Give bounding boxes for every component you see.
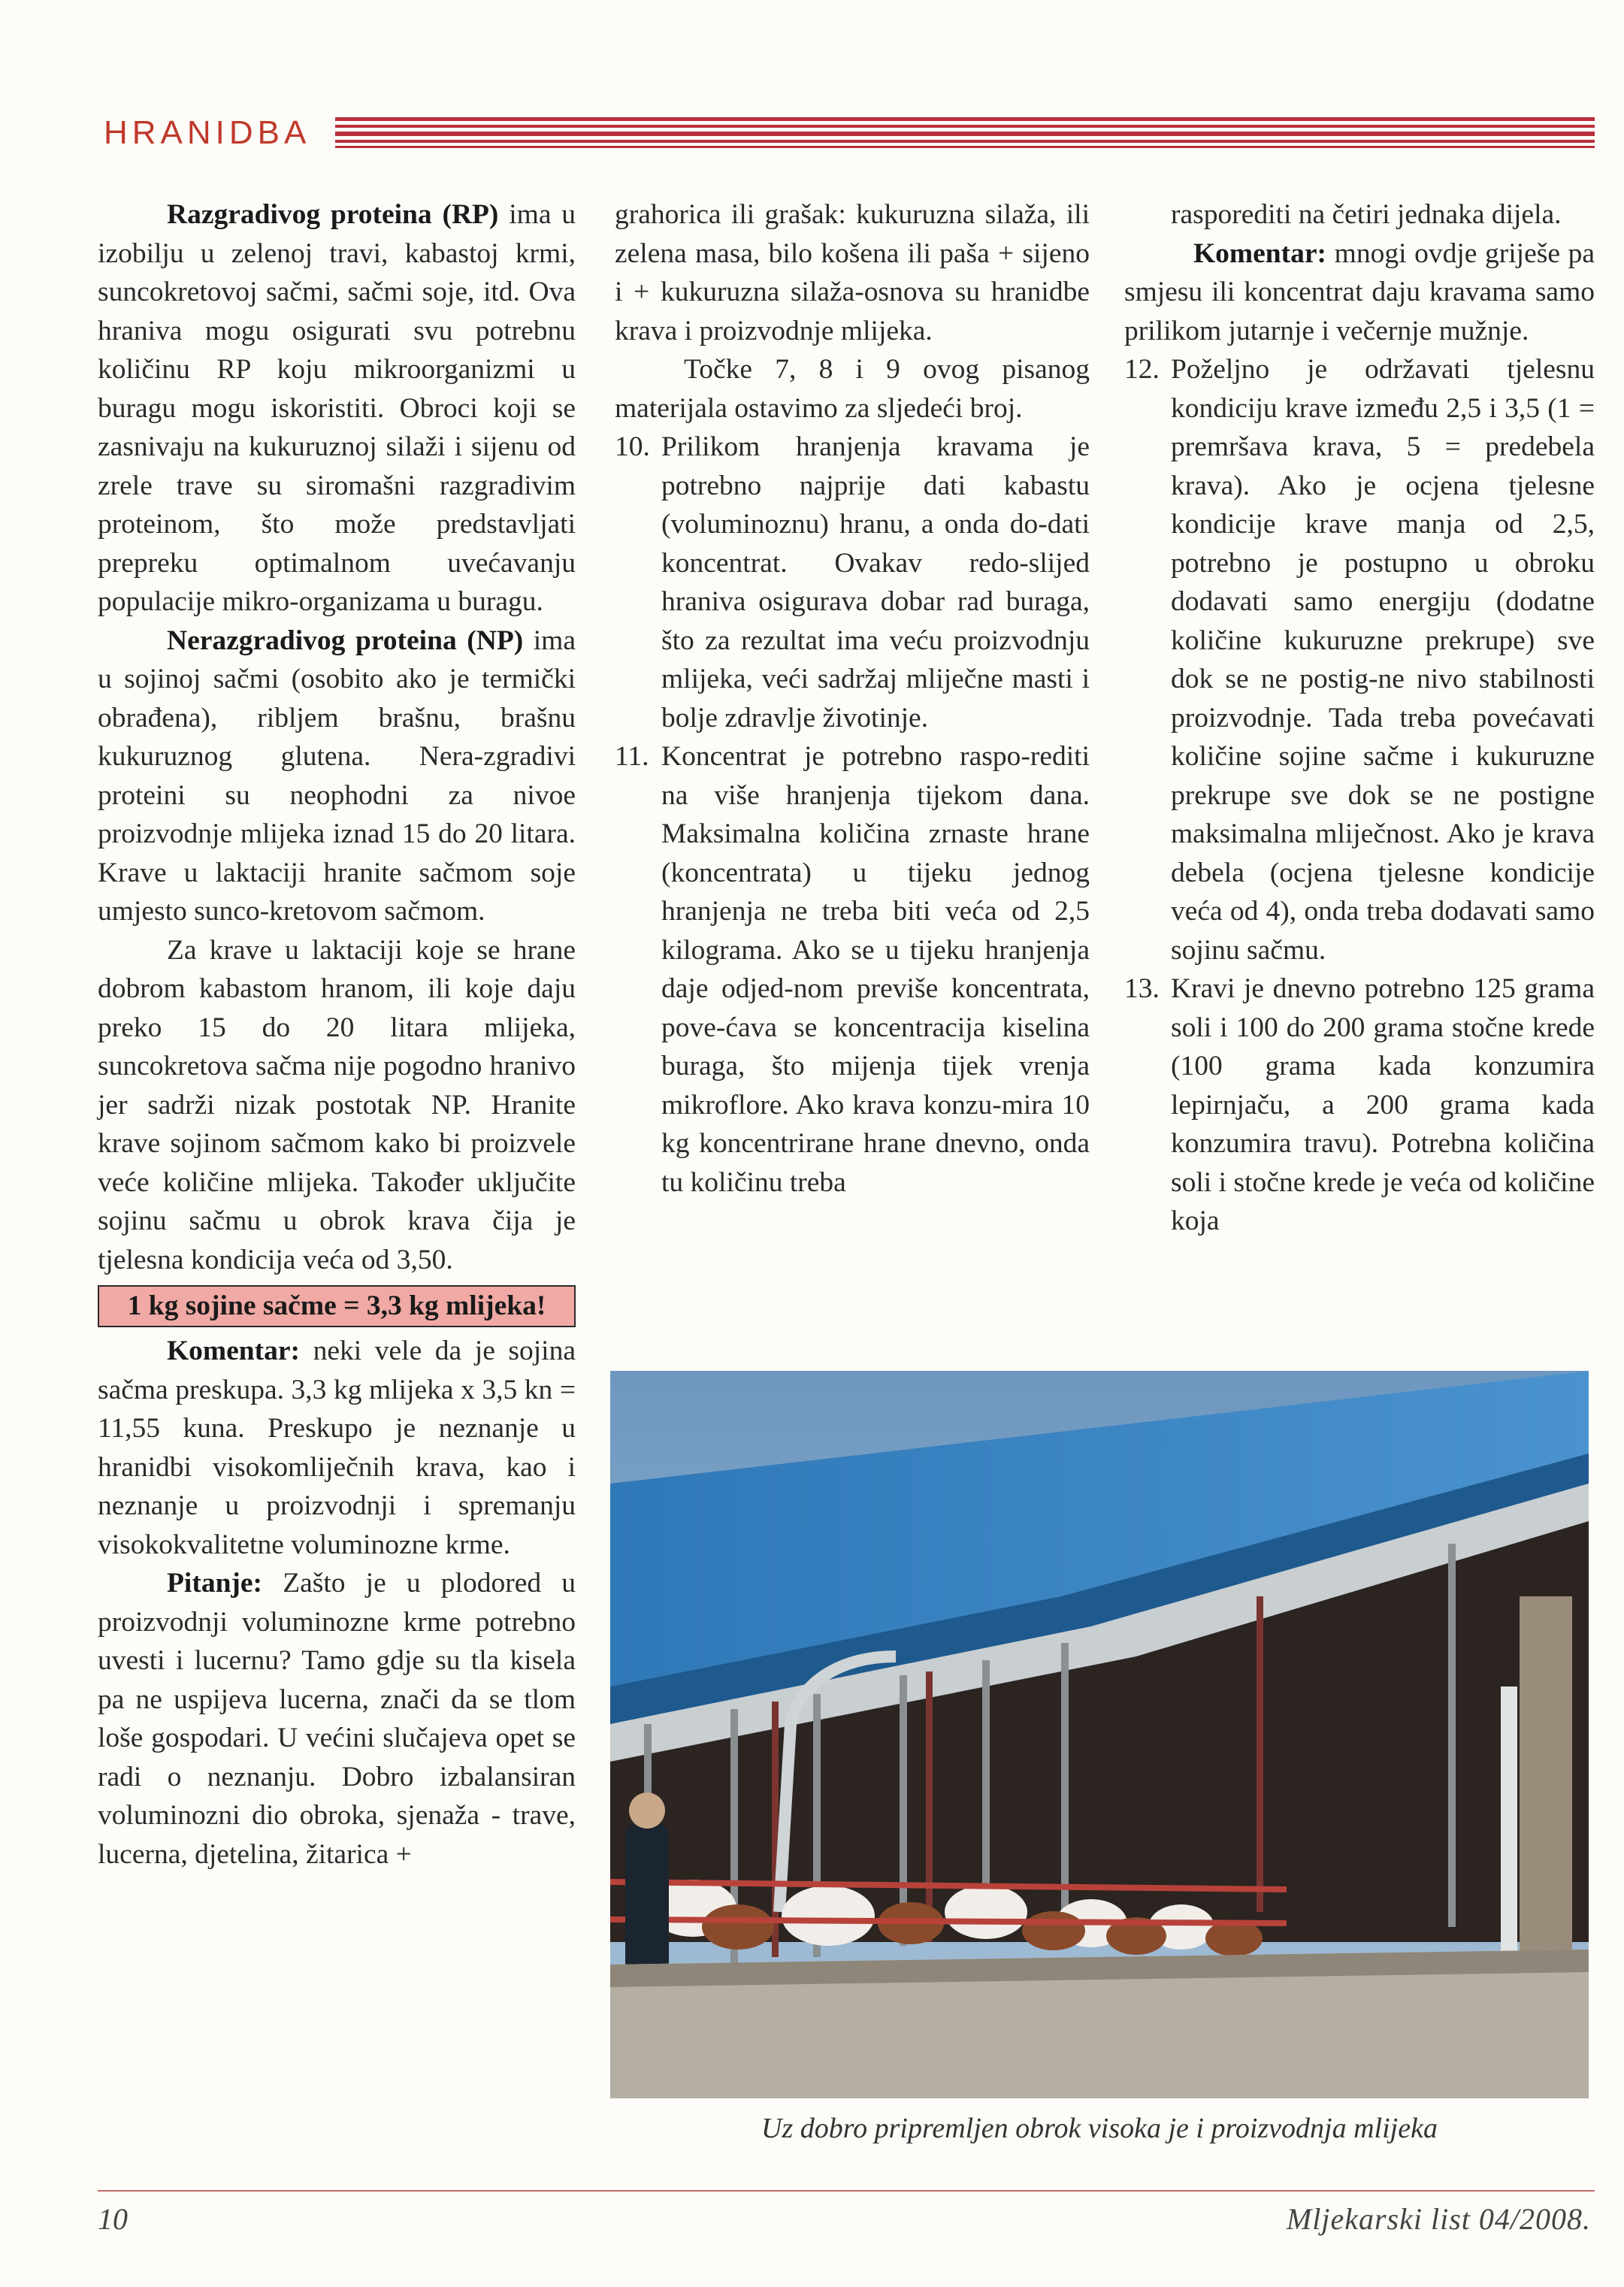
list-item [615, 428, 1090, 737]
comment-paragraph: Komentar: mnogi ovdje griješe pa smjesu ili koncentrat daju kravama samo prilikom jutarnje i večernje mužnje. [1124, 237, 1595, 346]
page-number: 10 [98, 2202, 128, 2236]
paragraph: grahorica ili grašak: kukuruzna silaža, ili zelena masa, bilo košena ili paša + sijeno i + kukuruzna silaža-osnova su hranidbe krava i proizvodnje mlijeka. [615, 199, 1090, 346]
list-number: 12. [1124, 354, 1160, 385]
question-paragraph: Pitanje: Zašto je u plodored u proizvodnji voluminozne krme potrebno uvesti i lucernu? Tamo gdje su tla kisela pa ne uspijeva lucerna, znači da se tlom loše gospodari. U većini slučajeva opet se radi o neznanju. Dobro izbalansiran voluminozni dio obroka, sjenaža - trave, lucerna, djetelina, žitarica + [98, 1568, 576, 1870]
paragraph: Točke 7, 8 i 9 ovog pisanog materijala ostavimo za sljedeći broj. [615, 354, 1090, 424]
paragraph: Nerazgradivog proteina (NP) ima u sojinoj sačmi (osobito ako je termički obrađena), ribljem brašnu, brašnu kukuruznog glutena. Nera-zgradivi proteini su neophodni za nivoe proizvodnje mlijeka iznad 15 do 20 litara. Krave u laktaciji hranite sačmom soje umjesto sunco-kretovom sačmom. [98, 625, 576, 927]
journal-name: Mljekarski list 04/2008. [1286, 2202, 1591, 2236]
list-text: Kravi je dnevno potrebno 125 grama soli i 100 do 200 grama stočne krede (100 grama kada konzumira lepirnjaču, a 200 grama kada konzumira travu). Potrebna količina soli i stočne krede je veća od količine koja [1171, 973, 1595, 1236]
term-rp: Razgradivog proteina (RP) [167, 199, 499, 230]
list-item [615, 737, 1090, 1202]
section-title: HRANIDBA [104, 114, 311, 151]
comment-label: Komentar: [1193, 237, 1327, 269]
list-number: 10. [615, 431, 650, 462]
question-label: Pitanje: [167, 1568, 263, 1599]
list-text: Koncentrat je potrebno raspo-rediti na više hranjenja tijekom dana. Maksimalna količina zrnaste hrane (koncentrata) u tijeku jednog hranjenja ne treba biti veća od 2,5 kilograma. Ako se u tijeku hranjenja daje odjed-nom previše koncentrata, pove-ćava se koncentracija kiselina buraga, što mijenja tijek vrenja mikroflore. Ako krava konzu-mira 10 kg koncentrirane hrane dnevno, onda tu količinu treba [661, 741, 1090, 1198]
paragraph: Razgradivog proteina (RP) ima u izobilju u zelenoj travi, kabastoj krmi, suncokretovoj sačmi, sačmi soje, itd. Ova hraniva mogu osigurati svu potrebnu količinu RP koju mikroorganizmi u buragu mogu iskoristiti. Obroci koji se zasnivaju na kukuruznoj silaži i sijenu od zrele trave su siromašni razgradivim proteinom, što može predstavljati prepreku optimalnom uvećavanju populacije mikro-organizama u buragu. [98, 199, 576, 617]
column-2 [615, 195, 1090, 1202]
comment-paragraph: Komentar: neki vele da je sojina sačma preskupa. 3,3 kg mlijeka x 3,5 kn = 11,55 kuna. Preskupo je neznanje u hranidbi visokomliječnih krava, kao i neznanje u proizvodnji i spremanju visokokvalitetne voluminozne krme. [98, 1336, 576, 1560]
column-1 [98, 195, 576, 1874]
list-number: 13. [1124, 973, 1160, 1004]
header-rule [335, 117, 1595, 149]
footer-rule [98, 2190, 1595, 2192]
photo-caption: Uz dobro pripremljen obrok visoka je i proizvodnja mlijeka [761, 2113, 1438, 2144]
list-number: 11. [615, 741, 649, 772]
highlight-box: 1 kg sojine sačme = 3,3 kg mlijeka! [98, 1285, 576, 1327]
column-3 [1124, 195, 1595, 1241]
paragraph: Za krave u laktaciji koje se hrane dobrom kabastom hranom, ili koje daju preko 15 do 20 litara mlijeka, suncokretova sačma nije pogodno hranivo jer sadrži nizak postotak NP. Hranite krave sojinom sačmom kako bi proizvele veće količine mlijeka. Također uključite sojinu sačmu u obrok krava čija je tjelesna kondicija veća od 3,50. [98, 934, 576, 1275]
list-text: Poželjno je održavati tjelesnu kondiciju krave između 2,5 i 3,5 (1 = premršava krava, 5 = predebela krava). Ako je ocjena tjelesne kondicije krave manja od 2,5, potrebno je postupno u obroku dodavati samo energiju (dodatne količine kukuruzne prekrupe) sve dok se ne postig-ne nivo stabilnosti proizvodnje. Tada treba povećavati količine sojine sačme i kukuruzne prekrupe sve dok se ne postigne maksimalna mliječnost. Ako je krava debela (ocjena tjelesne kondicije veća od 4), onda treba dodavati samo sojinu sačmu. [1171, 354, 1595, 966]
list-item [1124, 970, 1595, 1241]
list-item [1124, 350, 1595, 970]
comment-label: Komentar: [167, 1336, 301, 1366]
cows-barn-image [610, 1371, 1589, 2098]
page-header [104, 111, 1595, 155]
paragraph: rasporediti na četiri jednaka dijela. [1171, 199, 1562, 230]
term-np: Nerazgradivog proteina (NP) [167, 625, 524, 656]
barn-photo [610, 1371, 1589, 2098]
list-text: Prilikom hranjenja kravama je potrebno najprije dati kabastu (voluminoznu) hranu, a onda do-dati koncentrat. Ovakav redo-slijed hraniva osigurava dobar rad buraga, što za rezultat ima veću proizvodnju mlijeka, veći sadržaj mliječne masti i bolje zdravlje životinje. [661, 431, 1090, 734]
